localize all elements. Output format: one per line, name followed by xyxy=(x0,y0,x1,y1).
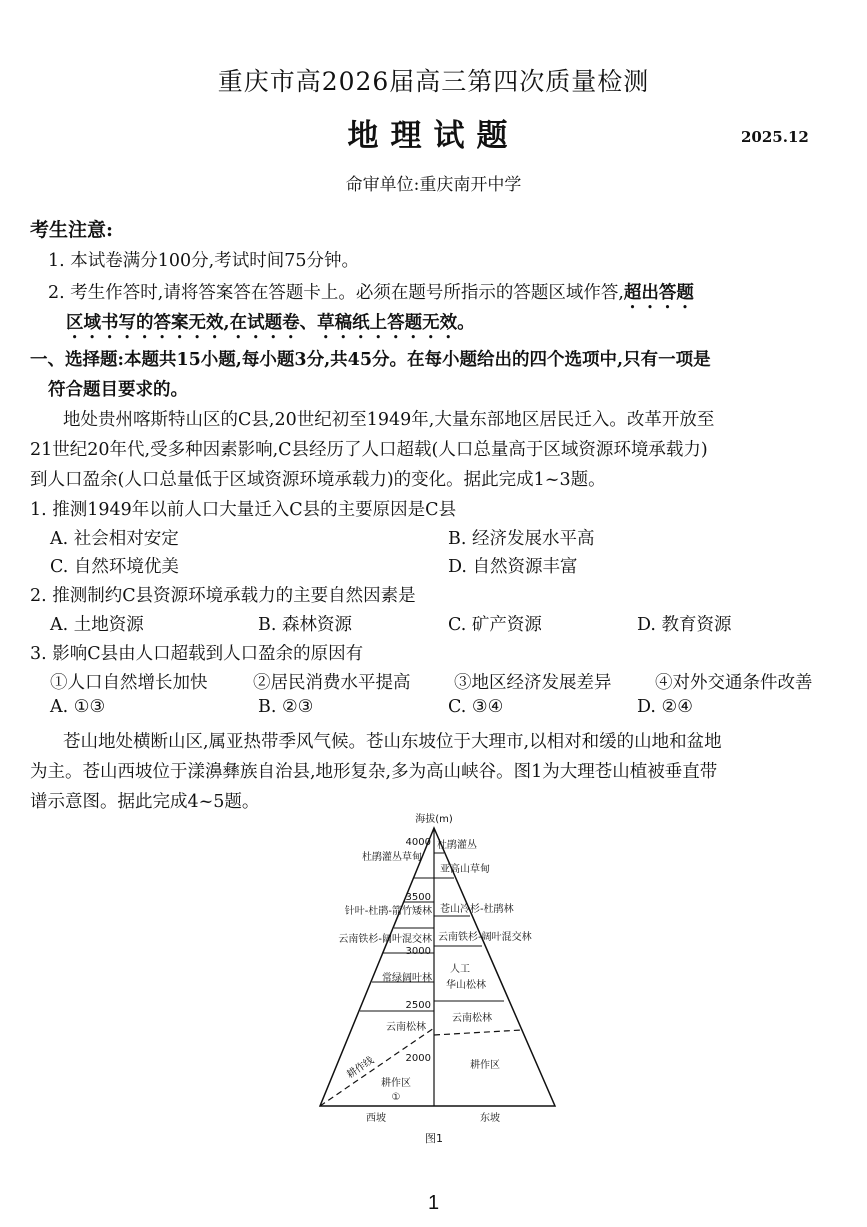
west-cultivation-line xyxy=(320,1028,434,1106)
question-1-option-d: D. 自然资源丰富 xyxy=(448,557,578,577)
passage-2-line-3: 谱示意图。据此完成4~5题。 xyxy=(30,792,260,812)
marker-1: ① xyxy=(391,1092,401,1103)
question-3-statement-4: ④对外交通条件改善 xyxy=(655,673,813,693)
question-3-option-a: A. ①③ xyxy=(50,697,106,717)
notice-item-1: 1. 本试卷满分100分,考试时间75分钟。 xyxy=(48,251,359,271)
tick-label: 3500 xyxy=(405,892,431,903)
zone-label: 常绿阔叶林 xyxy=(382,973,432,984)
zone-label: 针叶-杜鹃-箭竹矮林 xyxy=(344,906,432,917)
question-3-statement-1: ①人口自然增长加快 xyxy=(50,673,208,693)
notice-item-2-cont: 区域书写的答案无效,在试题卷、草稿纸上答题无效。 xyxy=(66,313,475,333)
exam-date: 2025.12 xyxy=(741,128,809,146)
notice-item-2 xyxy=(48,279,694,313)
passage-2-line-1: 苍山地处横断山区,属亚热带季风气候。苍山东坡位于大理市,以相对和缓的山地和盆地 xyxy=(63,732,722,752)
tick-label: 3000 xyxy=(405,946,431,957)
east-slope-label: 东坡 xyxy=(480,1113,500,1124)
figure-1 xyxy=(300,808,580,1148)
section-heading-cont: 符合题目要求的。 xyxy=(48,380,188,400)
setter-unit: 命审单位:重庆南开中学 xyxy=(345,175,522,195)
question-3-option-c: C. ③④ xyxy=(448,697,504,717)
passage-2-line-2: 为主。苍山西坡位于漾濞彝族自治县,地形复杂,多为高山峡谷。图1为大理苍山植被垂直带 xyxy=(30,762,718,782)
page-number: 1 xyxy=(427,1192,440,1214)
notice-item-2-text: 2. 考生作答时,请将答案答在答题卡上。必须在题号所指示的答题区域作答, xyxy=(48,283,624,303)
exam-title: 重庆市高2026届高三第四次质量检测 xyxy=(217,67,650,96)
zone-label: 云南铁杉-阔叶混交林 xyxy=(438,932,532,943)
question-2-option-c: C. 矿产资源 xyxy=(448,615,542,635)
east-cultivation-line xyxy=(434,1030,522,1035)
question-3-stem: 3. 影响C县由人口超载到人口盈余的原因有 xyxy=(30,644,364,664)
zone-label: 耕作区 xyxy=(470,1060,500,1071)
zone-label: 云南松林 xyxy=(452,1013,492,1024)
question-3-statement-3: ③地区经济发展差异 xyxy=(454,673,612,693)
zone-label: 亚高山草甸 xyxy=(440,864,490,875)
tick-label: 2500 xyxy=(405,1000,431,1011)
question-3-option-d: D. ②④ xyxy=(637,697,693,717)
question-3-option-b: B. ②③ xyxy=(258,697,314,717)
question-2-stem: 2. 推测制约C县资源环境承载力的主要自然因素是 xyxy=(30,586,416,606)
zone-label: 杜鹃灌丛草甸 xyxy=(362,852,422,863)
passage-1-line-3: 到人口盈余(人口总量低于区域资源环境承载力)的变化。据此完成1~3题。 xyxy=(30,470,606,490)
zone-label: 华山松林 xyxy=(446,980,486,991)
zone-label: 云南铁杉-阔叶混交林 xyxy=(338,934,432,945)
zone-label: 云南松林 xyxy=(386,1022,426,1033)
zone-label: 耕作区 xyxy=(381,1078,411,1089)
question-2-option-d: D. 教育资源 xyxy=(637,615,732,635)
question-3-statement-2: ②居民消费水平提高 xyxy=(253,673,411,693)
west-slope-label: 西坡 xyxy=(366,1113,386,1124)
notice-item-2-emphasis: 超出答题 xyxy=(623,283,694,303)
subject-title: 地理试题 xyxy=(347,118,520,154)
vegetation-diagram xyxy=(300,808,580,1148)
tick-label: 4000 xyxy=(405,837,431,848)
zone-label: 苍山冷杉-杜鹃林 xyxy=(440,904,514,915)
zone-label: 杜鹃灌丛 xyxy=(437,840,477,851)
question-1-option-a: A. 社会相对安定 xyxy=(50,529,179,549)
passage-1-line-2: 21世纪20年代,受多种因素影响,C县经历了人口超载(人口总量高于区域资源环境承载力) xyxy=(30,440,708,460)
tick-label: 2000 xyxy=(405,1053,431,1064)
question-1-stem: 1. 推测1949年以前人口大量迁入C县的主要原因是C县 xyxy=(30,500,457,520)
passage-1-line-1: 地处贵州喀斯特山区的C县,20世纪初至1949年,大量东部地区居民迁入。改革开放至 xyxy=(63,410,715,430)
question-2-option-a: A. 土地资源 xyxy=(50,615,144,635)
question-1-option-c: C. 自然环境优美 xyxy=(50,557,179,577)
cultivation-line-label: 耕作线 xyxy=(345,1054,377,1081)
zone-label: 人工 xyxy=(450,964,470,975)
figure-caption: 图1 xyxy=(425,1132,443,1145)
notice-heading: 考生注意: xyxy=(30,219,114,241)
question-2-option-b: B. 森林资源 xyxy=(258,615,352,635)
question-1-option-b: B. 经济发展水平高 xyxy=(448,529,595,549)
section-heading: 一、选择题:本题共15小题,每小题3分,共45分。在每小题给出的四个选项中,只有一项是 xyxy=(30,350,711,370)
axis-label: 海拔(m) xyxy=(415,814,453,825)
